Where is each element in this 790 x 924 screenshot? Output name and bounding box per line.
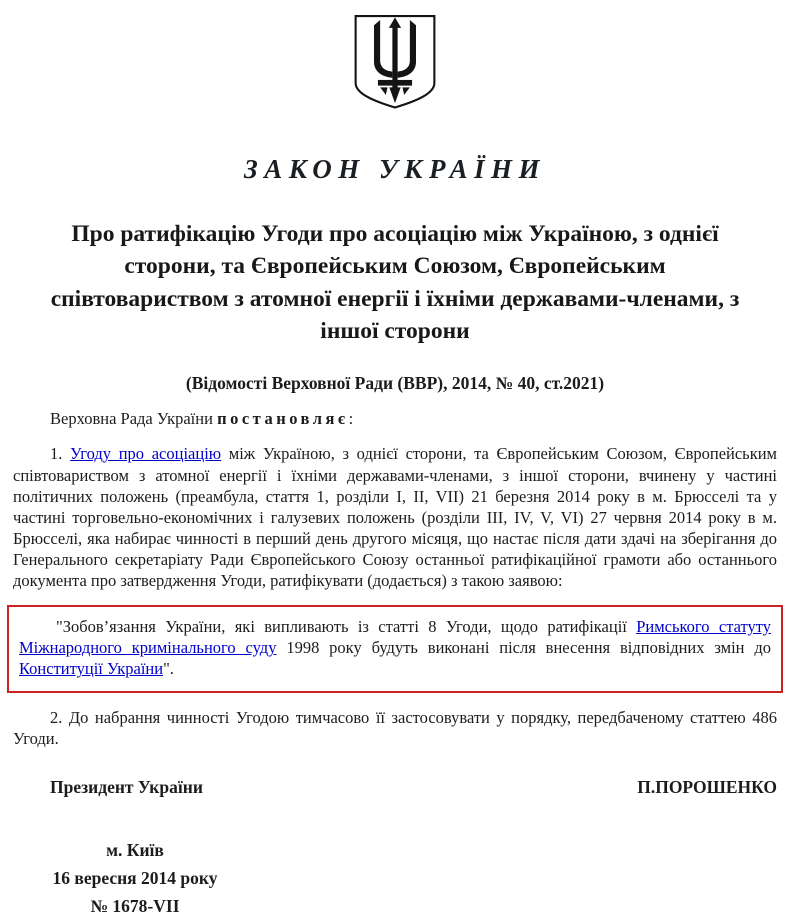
preamble-emphasis: постановляє xyxy=(217,409,349,429)
preamble-colon: : xyxy=(348,409,354,429)
signatory-name: П.ПОРОШЕНКО xyxy=(637,776,777,797)
declaration-text-middle: 1998 року будуть виконані після внесення відповідних змін до xyxy=(276,638,772,658)
law-number: № 1678-VII xyxy=(90,895,180,916)
paragraph-2: 2. До набрання чинності Угодою тимчасово її застосовувати у порядку, передбаченому статтею 486 Угоди. xyxy=(13,707,777,748)
declaration-text-after: ". xyxy=(163,659,174,679)
ukraine-trident-coat-of-arms-icon xyxy=(351,13,439,111)
signature-row xyxy=(13,777,777,798)
preamble-text: Верховна Рада України xyxy=(50,409,218,429)
gazette-reference: (Відомості Верховної Ради (ВВР), 2014, № 40, ст.2021) xyxy=(185,373,605,394)
law-document-page xyxy=(0,13,790,924)
enactment-city: м. Київ xyxy=(106,839,164,860)
law-heading: Про ратифікацію Угоди про асоціацію між Україною, з однієї сторони, та Європейським Союзом, Європейським співтовариством з атомної енергії і їхніми державами-членами, з іншої сторони xyxy=(50,220,740,344)
paragraph-1-text: між Україною, з однієї сторони, та Європейським Союзом, Європейським співтовариством з атомної енергії і їхніми державами-членами, з іншої сторони, вчинену у частині політичних положень (преамбула, стаття 1, розділи I, II, VII) 21 березня 2014 року в м. Брюсселі та у частині торговельно-економічних і галузевих положень (розділи III, IV, V, VI) 27 червня 2014 року в м. Брюсселі, яка набирає чинності в перший день другого місяця, що настає після дати здачі на зберігання до Генерального секретаріату Ради Європейського Союзу останньої ратифікаційної грамоти або останнього документа про затвердження Угоди, ратифікувати (додається) з такою заявою: xyxy=(13,444,777,591)
rome-statute-link[interactable]: Римського статуту Міжнародного кримінального суду xyxy=(19,617,771,658)
declaration-paragraph xyxy=(19,616,771,679)
association-agreement-link[interactable]: Угоду про асоціацію xyxy=(70,444,222,464)
enactment-details xyxy=(19,836,251,920)
law-body xyxy=(13,408,777,748)
preamble-line xyxy=(13,408,777,429)
declaration-text-before: "Зобов’язання України, які випливають із статті 8 Угоди, щодо ратифікації xyxy=(56,617,637,637)
paragraph-1 xyxy=(13,443,777,591)
enactment-date: 16 вересня 2014 року xyxy=(52,867,218,888)
constitution-of-ukraine-link[interactable]: Конституції України xyxy=(19,659,164,679)
paragraph-1-number: 1. xyxy=(50,444,71,464)
signatory-title: Президент України xyxy=(50,776,203,797)
declaration-highlight-box xyxy=(7,605,783,692)
document-type-title: ЗАКОН УКРАЇНИ xyxy=(243,154,547,184)
